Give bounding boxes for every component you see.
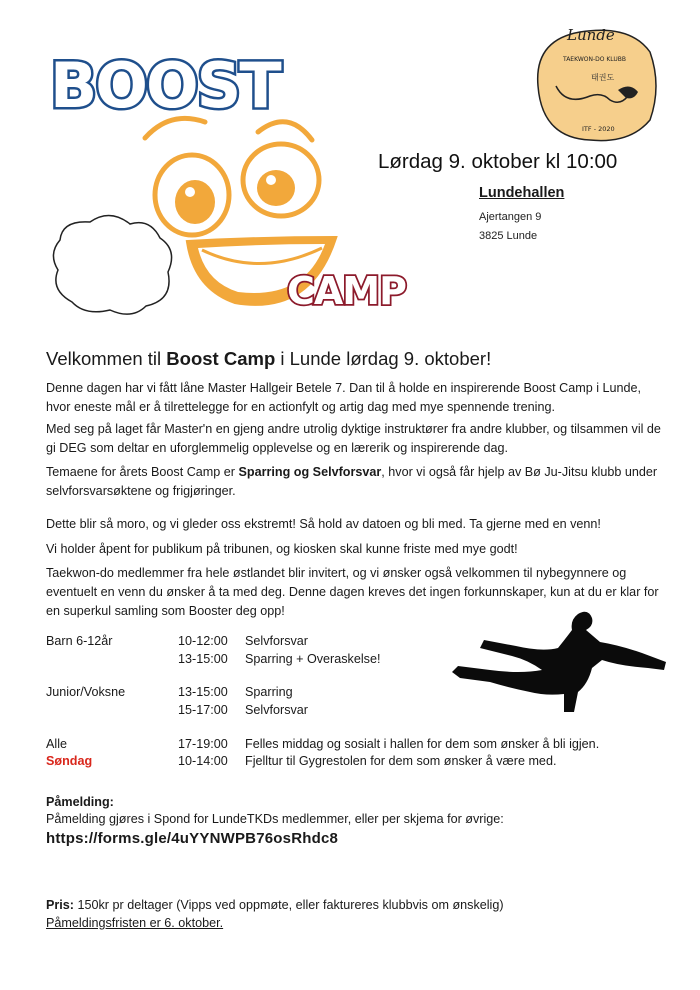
schedule-time: 13-15:00 [178, 652, 228, 666]
page-headline [46, 348, 491, 370]
schedule-activity: Sparring + Overaskelse! [245, 652, 381, 666]
registration-link[interactable]: https://forms.gle/4uYYNWPB76osRhdc8 [46, 830, 339, 847]
schedule-activity: Fjelltur til Gygrestolen for dem som ønsker å være med. [245, 754, 557, 768]
schedule-group-sondag: Søndag [46, 754, 93, 768]
price-label: Pris: [46, 898, 74, 912]
schedule-group-alle: Alle [46, 737, 67, 751]
event-date: Lørdag 9. oktober kl 10:00 [378, 150, 618, 173]
intro-paragraph-4: Dette blir så moro, og vi gleder oss ekstremt! Så hold av datoen og bli med. Ta gjerne med en venn! [46, 517, 601, 531]
registration-title: Påmelding: [46, 795, 114, 809]
schedule-time: 17-19:00 [178, 737, 228, 751]
schedule-group-barn: Barn 6-12år [46, 634, 113, 648]
venue-address-line1: Ajertangen 9 [479, 211, 542, 223]
svg-text:CAMP: CAMP [287, 269, 406, 313]
headline-prefix: Velkommen til [46, 348, 167, 369]
intro-paragraph-2: Med seg på laget får Master'n en gjeng andre utrolig dyktige instruktører fra andre klubber, og tilsammen vil de gi DEG som deltar en uforglemmelig opplevelse og en lærerik og inspirerende dag. [46, 422, 661, 455]
event-venue: Lundehallen [479, 185, 565, 201]
camp-wordmark [285, 262, 405, 312]
schedule-group-junior: Junior/Voksne [46, 685, 126, 699]
svg-text:태권도: 태권도 [591, 73, 615, 82]
schedule-time: 10-12:00 [178, 634, 228, 648]
intro-paragraph-1: Denne dagen har vi fått låne Master Hallgeir Betele 7. Dan til å holde en inspirerende Boost Camp i Lunde, hvor eneste mål er å tilrettelegge for en actionfylt og artig dag med mye spennende trening. [46, 381, 642, 414]
boost-wordmark [48, 49, 280, 122]
schedule-time: 10-14:00 [178, 754, 228, 768]
svg-text:BOOST: BOOST [50, 49, 280, 122]
venue-address-line2: 3825 Lunde [479, 230, 538, 242]
schedule-activity: Sparring [245, 685, 293, 699]
intro-paragraph-3 [46, 463, 666, 501]
intro-paragraph-6: Taekwon-do medlemmer fra hele østlandet blir invitert, og vi ønsker også velkommen til nybegynnere og eventuelt en venn du ønsker å ta med deg. Denne dagen kreves det ingen forkunnskaper, kun at du er klar for en superkul samling som Booster deg opp! [46, 566, 659, 618]
svg-text:TAEKWON-DO KLUBB: TAEKWON-DO KLUBB [563, 56, 626, 63]
registration-text: Påmelding gjøres i Spond for LundeTKDs medlemmer, eller per skjema for øvrige: [46, 812, 504, 826]
schedule-time: 13-15:00 [178, 685, 228, 699]
price-text: 150kr pr deltager (Vipps ved oppmøte, eller faktureres klubbvis om ønskelig) [74, 898, 504, 912]
schedule-activity: Felles middag og sosialt i hallen for dem som ønsker å bli igjen. [245, 737, 600, 751]
svg-text:Lunde: Lunde [567, 26, 615, 44]
intro-paragraph-5: Vi holder åpent for publikum på tribunen, og kiosken skal kunne friste med mye godt! [46, 542, 518, 556]
schedule-activity: Selvforsvar [245, 634, 308, 648]
svg-text:ITF - 2020: ITF - 2020 [582, 125, 615, 133]
fist-illustration [50, 210, 180, 320]
p3-prefix: Temaene for årets Boost Camp er [46, 465, 239, 479]
schedule-activity: Selvforsvar [245, 703, 308, 717]
schedule-time: 15-17:00 [178, 703, 228, 717]
p3-suffix: , hvor vi også får hjelp av Bø Ju-Jitsu klubb under selvforsvarsøktene og frigjøringer. [46, 465, 658, 498]
price-line [46, 898, 504, 912]
kicker-silhouette [450, 608, 670, 718]
p3-bold: Sparring og Selvforsvar [238, 465, 382, 479]
headline-suffix: i Lunde lørdag 9. oktober! [275, 348, 492, 369]
headline-bold: Boost Camp [166, 348, 276, 369]
registration-deadline: Påmeldingsfristen er 6. oktober. [46, 916, 224, 930]
club-logo-badge [530, 26, 660, 144]
